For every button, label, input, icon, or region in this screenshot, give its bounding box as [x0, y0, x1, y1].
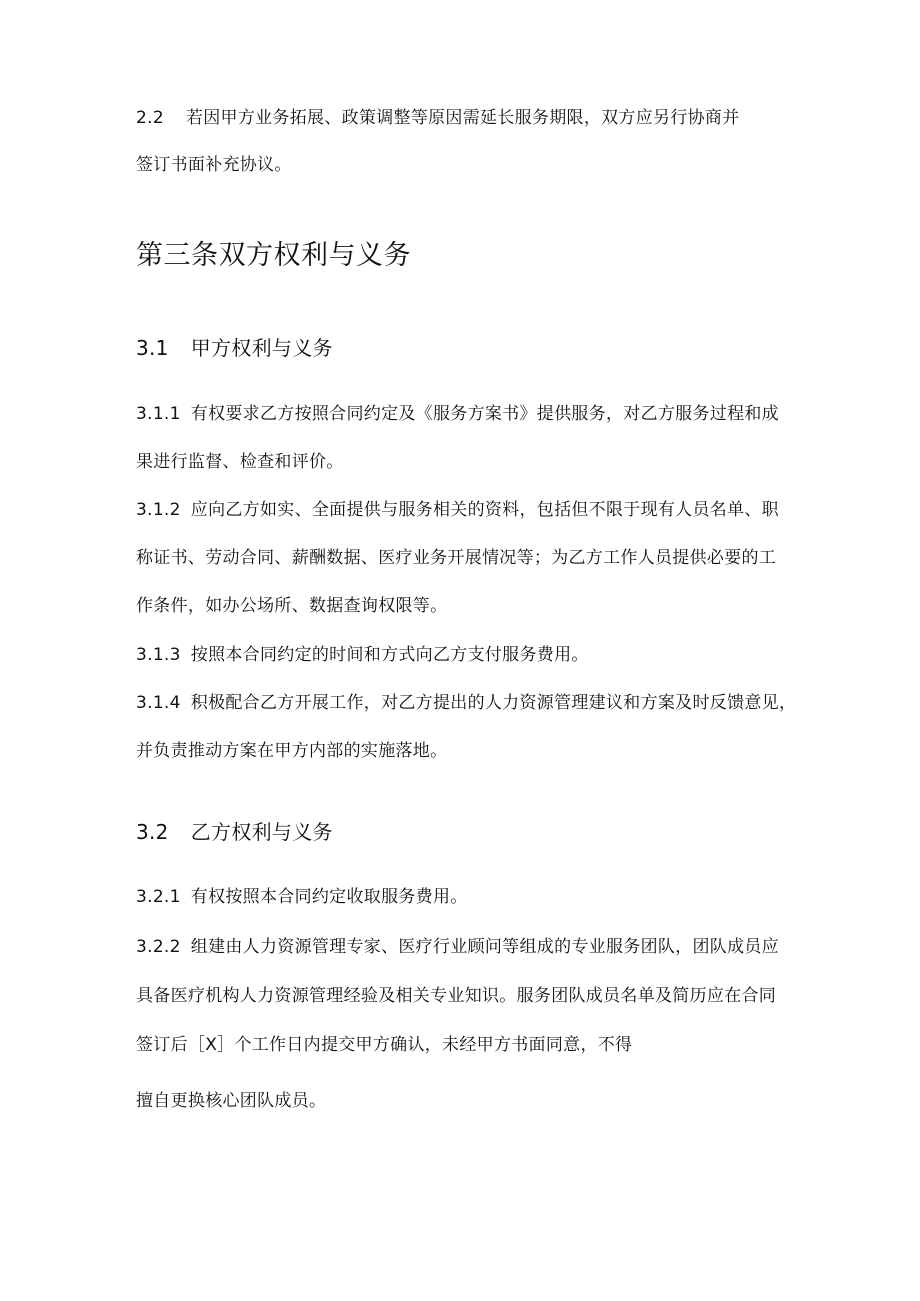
clause-3-1-2-line-3: 作条件，如办公场所、数据查询权限等。 [136, 596, 448, 616]
section-title: 甲方权利与义务 [190, 336, 333, 360]
clause-text: 有权要求乙方按照合同约定及《服务方案书》提供服务，对乙方服务过程和成 [190, 404, 779, 424]
clause-number: 2.2 [136, 108, 164, 128]
clause-text: 组建由人力资源管理专家、医疗行业顾问等组成的专业服务团队，团队成员应 [190, 937, 779, 957]
clause-3-1-4-line-1 [136, 691, 796, 715]
clause-text: 有权按照本合同约定收取服务费用。 [190, 887, 468, 907]
clause-number: 3.1.2 [136, 500, 181, 520]
clause-3-2-2-line-3: 签订后［X］个工作日内提交甲方确认，未经甲方书面同意，不得 [136, 1035, 633, 1055]
clause-3-2-2-line-2: 具备医疗机构人力资源管理经验及相关专业知识。服务团队成员名单及简历应在合同 [136, 986, 777, 1006]
clause-3-1-3-line-1 [136, 643, 589, 667]
clause-number: 3.2.2 [136, 937, 181, 957]
clause-2-2-line-1 [136, 106, 740, 130]
section-number: 3.2 [136, 820, 169, 844]
clause-3-2-1-line-1 [136, 885, 468, 909]
clause-number: 3.1.1 [136, 404, 181, 424]
section-number: 3.1 [136, 336, 169, 360]
clause-text: 应向乙方如实、全面提供与服务相关的资料，包括但不限于现有人员名单、职 [190, 500, 779, 520]
clause-3-1-1-line-1 [136, 402, 779, 426]
section-3-1-heading [136, 334, 333, 362]
clause-3-1-4-line-2: 并负责推动方案在甲方内部的实施落地。 [136, 741, 448, 761]
clause-text: 积极配合乙方开展工作，对乙方提出的人力资源管理建议和方案及时反馈意见， [190, 693, 797, 713]
clause-text: 按照本合同约定的时间和方式向乙方支付服务费用。 [190, 645, 589, 665]
clause-3-2-2-line-1 [136, 935, 779, 959]
clause-3-1-1-line-2: 果进行监督、检查和评价。 [136, 452, 344, 472]
section-3-2-heading [136, 818, 333, 846]
clause-2-2-line-2: 签订书面补充协议。 [136, 155, 292, 175]
clause-3-1-2-line-2: 称证书、劳动合同、薪酬数据、医疗业务开展情况等；为乙方工作人员提供必要的工 [136, 548, 777, 568]
clause-3-2-2-line-4: 擅自更换核心团队成员。 [136, 1091, 327, 1111]
section-title: 乙方权利与义务 [190, 820, 333, 844]
clause-text: 若因甲方业务拓展、政策调整等原因需延长服务期限，双方应另行协商并 [185, 108, 740, 128]
clause-number: 3.2.1 [136, 887, 181, 907]
clause-3-1-2-line-1 [136, 498, 779, 522]
clause-number: 3.1.3 [136, 645, 181, 665]
clause-number: 3.1.4 [136, 693, 181, 713]
article-heading: 第三条双方权利与义务 [136, 240, 411, 271]
